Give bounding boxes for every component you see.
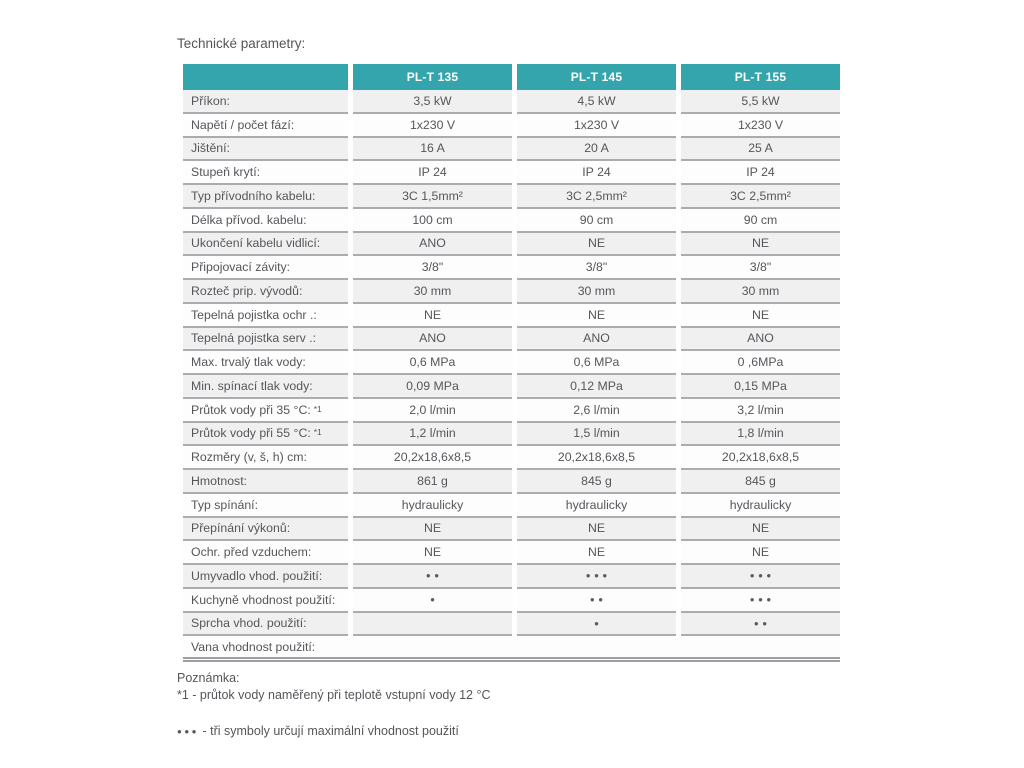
table-cell: 3,5 kW bbox=[353, 90, 512, 114]
row-label: Vana vhodnost použití: bbox=[183, 636, 840, 662]
table-cell: 30 mm bbox=[353, 280, 512, 304]
row-label: Ochr. před vzduchem: bbox=[183, 541, 348, 565]
table-cell: 5,5 kW bbox=[681, 90, 840, 114]
table-cell: 2,6 l/min bbox=[517, 399, 676, 423]
suitability-dots-cell: ● bbox=[353, 589, 512, 613]
table-cell: 0,09 MPa bbox=[353, 375, 512, 399]
legend-text: - tři symboly určují maximální vhodnost použití bbox=[202, 724, 459, 738]
row-label: Jištění: bbox=[183, 138, 348, 162]
table-cell: 100 cm bbox=[353, 209, 512, 233]
table-cell: NE bbox=[517, 233, 676, 257]
table-cell: 845 g bbox=[681, 470, 840, 494]
row-label: Průtok vody při 55 °C: $^{*1}$ bbox=[183, 423, 348, 447]
row-label: Sprcha vhod. použití: bbox=[183, 613, 348, 637]
table-cell: 25 A bbox=[681, 138, 840, 162]
table-cell: 1x230 V bbox=[681, 114, 840, 138]
table-cell: 3,2 l/min bbox=[681, 399, 840, 423]
table-cell: 845 g bbox=[517, 470, 676, 494]
table-cell: 0,6 MPa bbox=[353, 351, 512, 375]
table-cell: NE bbox=[517, 304, 676, 328]
footnote-1: *1 - průtok vody naměřený při teplotě vstupní vody 12 °C bbox=[177, 688, 491, 702]
column-header-pl-t-135: PL-T 135 bbox=[353, 64, 512, 90]
table-cell: 3C 2,5mm² bbox=[681, 185, 840, 209]
table-cell: 90 cm bbox=[517, 209, 676, 233]
table-cell: 20,2x18,6x8,5 bbox=[681, 446, 840, 470]
suitability-dots-cell: ●●● bbox=[681, 589, 840, 613]
table-cell: NE bbox=[353, 304, 512, 328]
row-label: Ukončení kabelu vidlicí: bbox=[183, 233, 348, 257]
row-label: Min. spínací tlak vody: bbox=[183, 375, 348, 399]
table-cell: 16 A bbox=[353, 138, 512, 162]
table-cell: 1,8 l/min bbox=[681, 423, 840, 447]
row-label: Kuchyně vhodnost použití: bbox=[183, 589, 348, 613]
column-header-blank bbox=[183, 64, 348, 90]
suitability-dots-cell: ●● bbox=[353, 565, 512, 589]
row-label: Rozteč prip. vývodů: bbox=[183, 280, 348, 304]
row-label: Průtok vody při 35 °C: $^{*1}$ bbox=[183, 399, 348, 423]
table-cell: 30 mm bbox=[517, 280, 676, 304]
suitability-dots-cell: ●● bbox=[681, 613, 840, 637]
table-cell: 0,15 MPa bbox=[681, 375, 840, 399]
suitability-dots-cell bbox=[353, 613, 512, 637]
table-cell: ANO bbox=[353, 328, 512, 352]
table-cell: 1,2 l/min bbox=[353, 423, 512, 447]
table-cell: 1,5 l/min bbox=[517, 423, 676, 447]
table-cell: 3/8" bbox=[681, 256, 840, 280]
row-label: Rozměry (v, š, h) cm: bbox=[183, 446, 348, 470]
table-cell: ANO bbox=[681, 328, 840, 352]
table-cell: NE bbox=[353, 541, 512, 565]
legend-dots-icon: ●●● bbox=[177, 727, 199, 736]
table-cell: 0 ,6MPa bbox=[681, 351, 840, 375]
suitability-dots-cell: ●●● bbox=[517, 565, 676, 589]
table-cell: 20 A bbox=[517, 138, 676, 162]
table-cell: ANO bbox=[353, 233, 512, 257]
row-label: Typ spínání: bbox=[183, 494, 348, 518]
row-label: Tepelná pojistka ochr .: bbox=[183, 304, 348, 328]
technical-parameters-table bbox=[183, 64, 840, 662]
row-label: Napětí / počet fází: bbox=[183, 114, 348, 138]
table-cell: 1x230 V bbox=[353, 114, 512, 138]
table-cell: NE bbox=[353, 518, 512, 542]
table-cell: 20,2x18,6x8,5 bbox=[517, 446, 676, 470]
footer-notes bbox=[177, 670, 491, 741]
table-cell: 0,6 MPa bbox=[517, 351, 676, 375]
column-header-pl-t-155: PL-T 155 bbox=[681, 64, 840, 90]
suitability-dots-cell: ●●● bbox=[681, 565, 840, 589]
suitability-dots-cell: ● bbox=[517, 613, 676, 637]
row-label: Přepínání výkonů: bbox=[183, 518, 348, 542]
table-cell: 90 cm bbox=[681, 209, 840, 233]
dots-legend bbox=[177, 723, 491, 741]
row-label: Hmotnost: bbox=[183, 470, 348, 494]
row-label: Tepelná pojistka serv .: bbox=[183, 328, 348, 352]
row-label: Typ přívodního kabelu: bbox=[183, 185, 348, 209]
table-cell: hydraulicky bbox=[681, 494, 840, 518]
note-title: Poznámka: bbox=[177, 671, 240, 685]
table-cell: 4,5 kW bbox=[517, 90, 676, 114]
row-label: Umyvadlo vhod. použití: bbox=[183, 565, 348, 589]
table-cell: NE bbox=[681, 518, 840, 542]
table-cell: 3/8" bbox=[353, 256, 512, 280]
page-title: Technické parametry: bbox=[177, 36, 306, 51]
table-cell: IP 24 bbox=[353, 161, 512, 185]
table-cell: 20,2x18,6x8,5 bbox=[353, 446, 512, 470]
table-cell: NE bbox=[517, 541, 676, 565]
table-cell: NE bbox=[681, 541, 840, 565]
table-cell: 1x230 V bbox=[517, 114, 676, 138]
row-label: Stupeň krytí: bbox=[183, 161, 348, 185]
table-cell: 30 mm bbox=[681, 280, 840, 304]
table-cell: IP 24 bbox=[681, 161, 840, 185]
row-label: Max. trvalý tlak vody: bbox=[183, 351, 348, 375]
table-cell: hydraulicky bbox=[517, 494, 676, 518]
row-label: Připojovací závity: bbox=[183, 256, 348, 280]
table-cell: 861 g bbox=[353, 470, 512, 494]
table-cell: NE bbox=[517, 518, 676, 542]
table-cell: 2,0 l/min bbox=[353, 399, 512, 423]
table-cell: 3C 1,5mm² bbox=[353, 185, 512, 209]
table-cell: NE bbox=[681, 304, 840, 328]
table-cell: ANO bbox=[517, 328, 676, 352]
row-label: Délka přívod. kabelu: bbox=[183, 209, 348, 233]
table-cell: 3/8" bbox=[517, 256, 676, 280]
table-cell: 0,12 MPa bbox=[517, 375, 676, 399]
column-header-pl-t-145: PL-T 145 bbox=[517, 64, 676, 90]
table-cell: NE bbox=[681, 233, 840, 257]
row-label: Příkon: bbox=[183, 90, 348, 114]
table-cell: 3C 2,5mm² bbox=[517, 185, 676, 209]
suitability-dots-cell: ●● bbox=[517, 589, 676, 613]
table-cell: IP 24 bbox=[517, 161, 676, 185]
table-cell: hydraulicky bbox=[353, 494, 512, 518]
